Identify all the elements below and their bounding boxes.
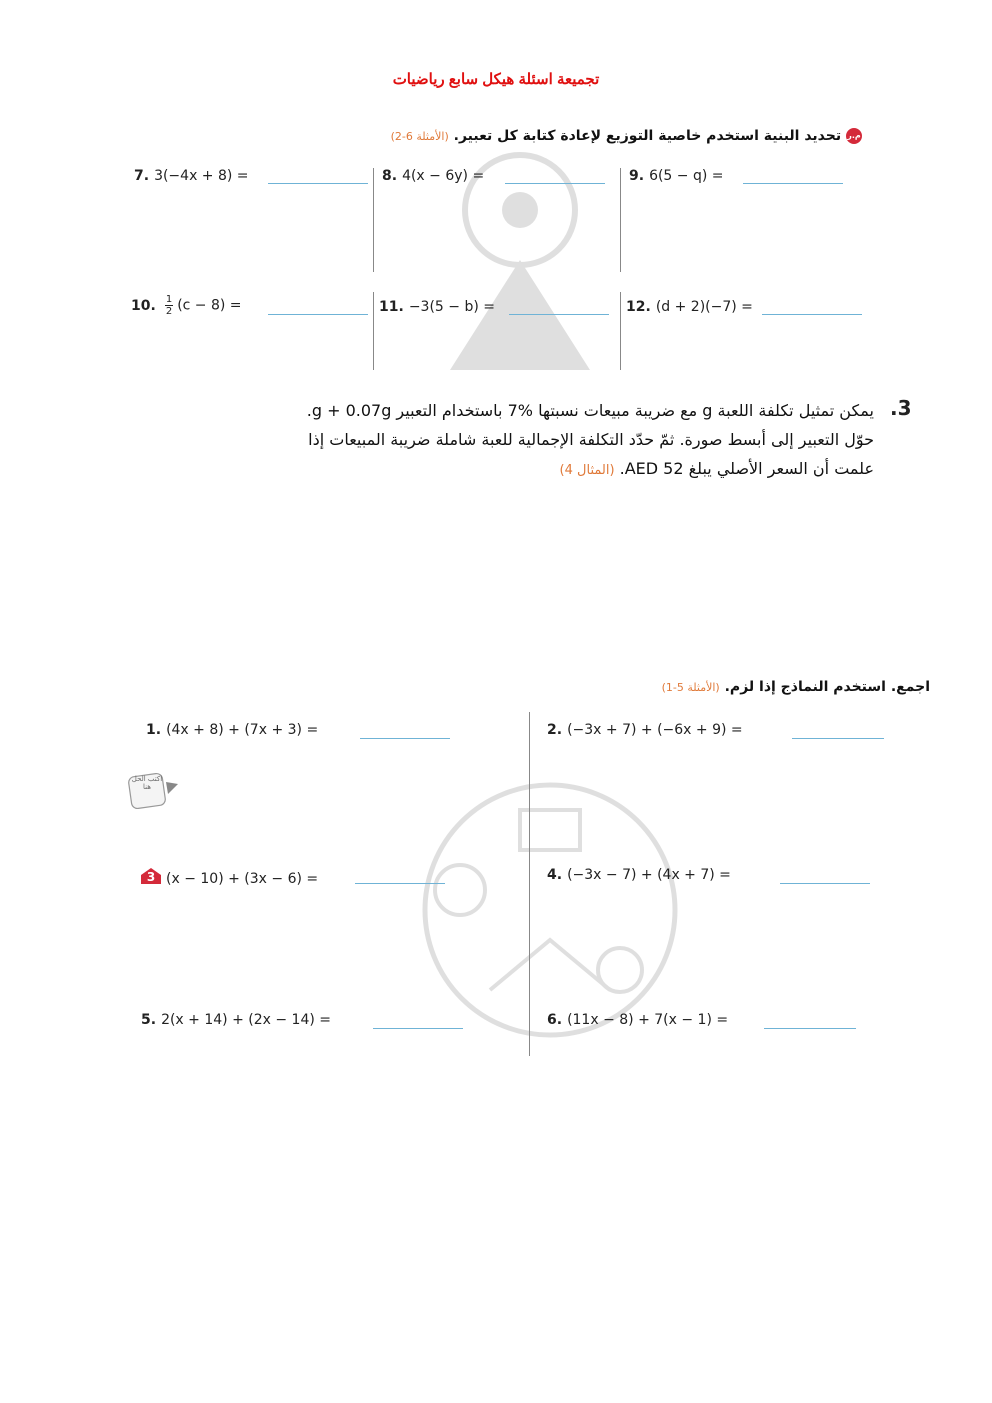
- house-badge-icon: 3: [140, 867, 162, 883]
- hint-label: اكتب الحل هنا: [131, 775, 163, 791]
- exercise-8: 8. 4(x − 6y) =: [382, 168, 485, 184]
- exercise-9: 9. 6(5 − q) =: [629, 168, 724, 184]
- question-3-line1: يمكن تمثيل تكلفة اللعبة g مع ضريبة مبيعات نسبتها %7 باستخدام التعبير g + 0.07g.: [306, 401, 874, 420]
- question-3-line2: حوّل التعبير إلى أبسط صورة. ثمّ حدّد التكلفة الإجمالية للعبة شاملة ضريبة المبيعات إذا: [308, 430, 874, 449]
- question-3-line3: علمت أن السعر الأصلي يبلغ AED 52.: [619, 459, 874, 478]
- answer-line-7[interactable]: [268, 183, 368, 184]
- question-3-ref: (المثال 4): [559, 463, 615, 478]
- sum-exercise-4: 4. (−3x − 7) + (4x + 7) =: [547, 867, 731, 883]
- column-divider: [373, 168, 374, 272]
- exercise-7: 7. 3(−4x + 8) =: [134, 168, 249, 184]
- sum-exercise-5: 5. 2(x + 14) + (2x − 14) =: [141, 1012, 331, 1028]
- fraction-one-half: $\frac{1}{2}$: [165, 294, 173, 317]
- sum-answer-line-4[interactable]: [780, 883, 870, 884]
- section1-header: [391, 128, 862, 144]
- column-divider: [373, 292, 374, 370]
- page-title: تجميعة اسئلة هيكل سابع رياضيات: [392, 71, 600, 88]
- answer-line-9[interactable]: [743, 183, 843, 184]
- watermark-illustration-bottom: [370, 770, 730, 1050]
- answer-line-11[interactable]: [509, 314, 609, 315]
- column-divider: [529, 712, 530, 1056]
- section1-ref: (الأمثلة 6-2): [390, 130, 449, 143]
- sum-exercise-1: 1. (4x + 8) + (7x + 3) =: [146, 722, 319, 738]
- exercise-11: 11. −3(5 − b) =: [379, 299, 495, 315]
- answer-line-10[interactable]: [268, 314, 368, 315]
- section1-badge: م.ر: [846, 128, 862, 144]
- sum-exercise-2: 2. (−3x + 7) + (−6x + 9) =: [547, 722, 743, 738]
- sum-exercise-6: 6. (11x − 8) + 7(x − 1) =: [547, 1012, 729, 1028]
- section2-ref: (الأمثلة 5-1): [661, 681, 720, 694]
- sum-exercise-3: 3 (x − 10) + (3x − 6) =: [140, 867, 318, 887]
- column-divider: [620, 292, 621, 370]
- section1-heading: تحديد البنية استخدم خاصية التوزيع لإعادة كتابة كل تعبير.: [453, 128, 842, 144]
- sum-answer-line-1[interactable]: [360, 738, 450, 739]
- exercise-10: 10. $\frac{1}{2}$ (c − 8) =: [131, 294, 242, 317]
- answer-line-12[interactable]: [762, 314, 862, 315]
- sum-answer-line-6[interactable]: [764, 1028, 856, 1029]
- write-solution-hint-icon: [128, 772, 180, 808]
- column-divider: [620, 168, 621, 272]
- sum-answer-line-2[interactable]: [792, 738, 884, 739]
- question-3-text: [96, 396, 874, 485]
- answer-line-8[interactable]: [505, 183, 605, 184]
- section2-header: [662, 679, 930, 695]
- sum-answer-line-3[interactable]: [355, 883, 445, 884]
- section2-heading: اجمع. استخدم النماذج إذا لزم.: [724, 679, 930, 695]
- exercise-12: 12. (d + 2)(−7) =: [626, 299, 753, 315]
- question-3-number: .3: [890, 396, 912, 420]
- sum-answer-line-5[interactable]: [373, 1028, 463, 1029]
